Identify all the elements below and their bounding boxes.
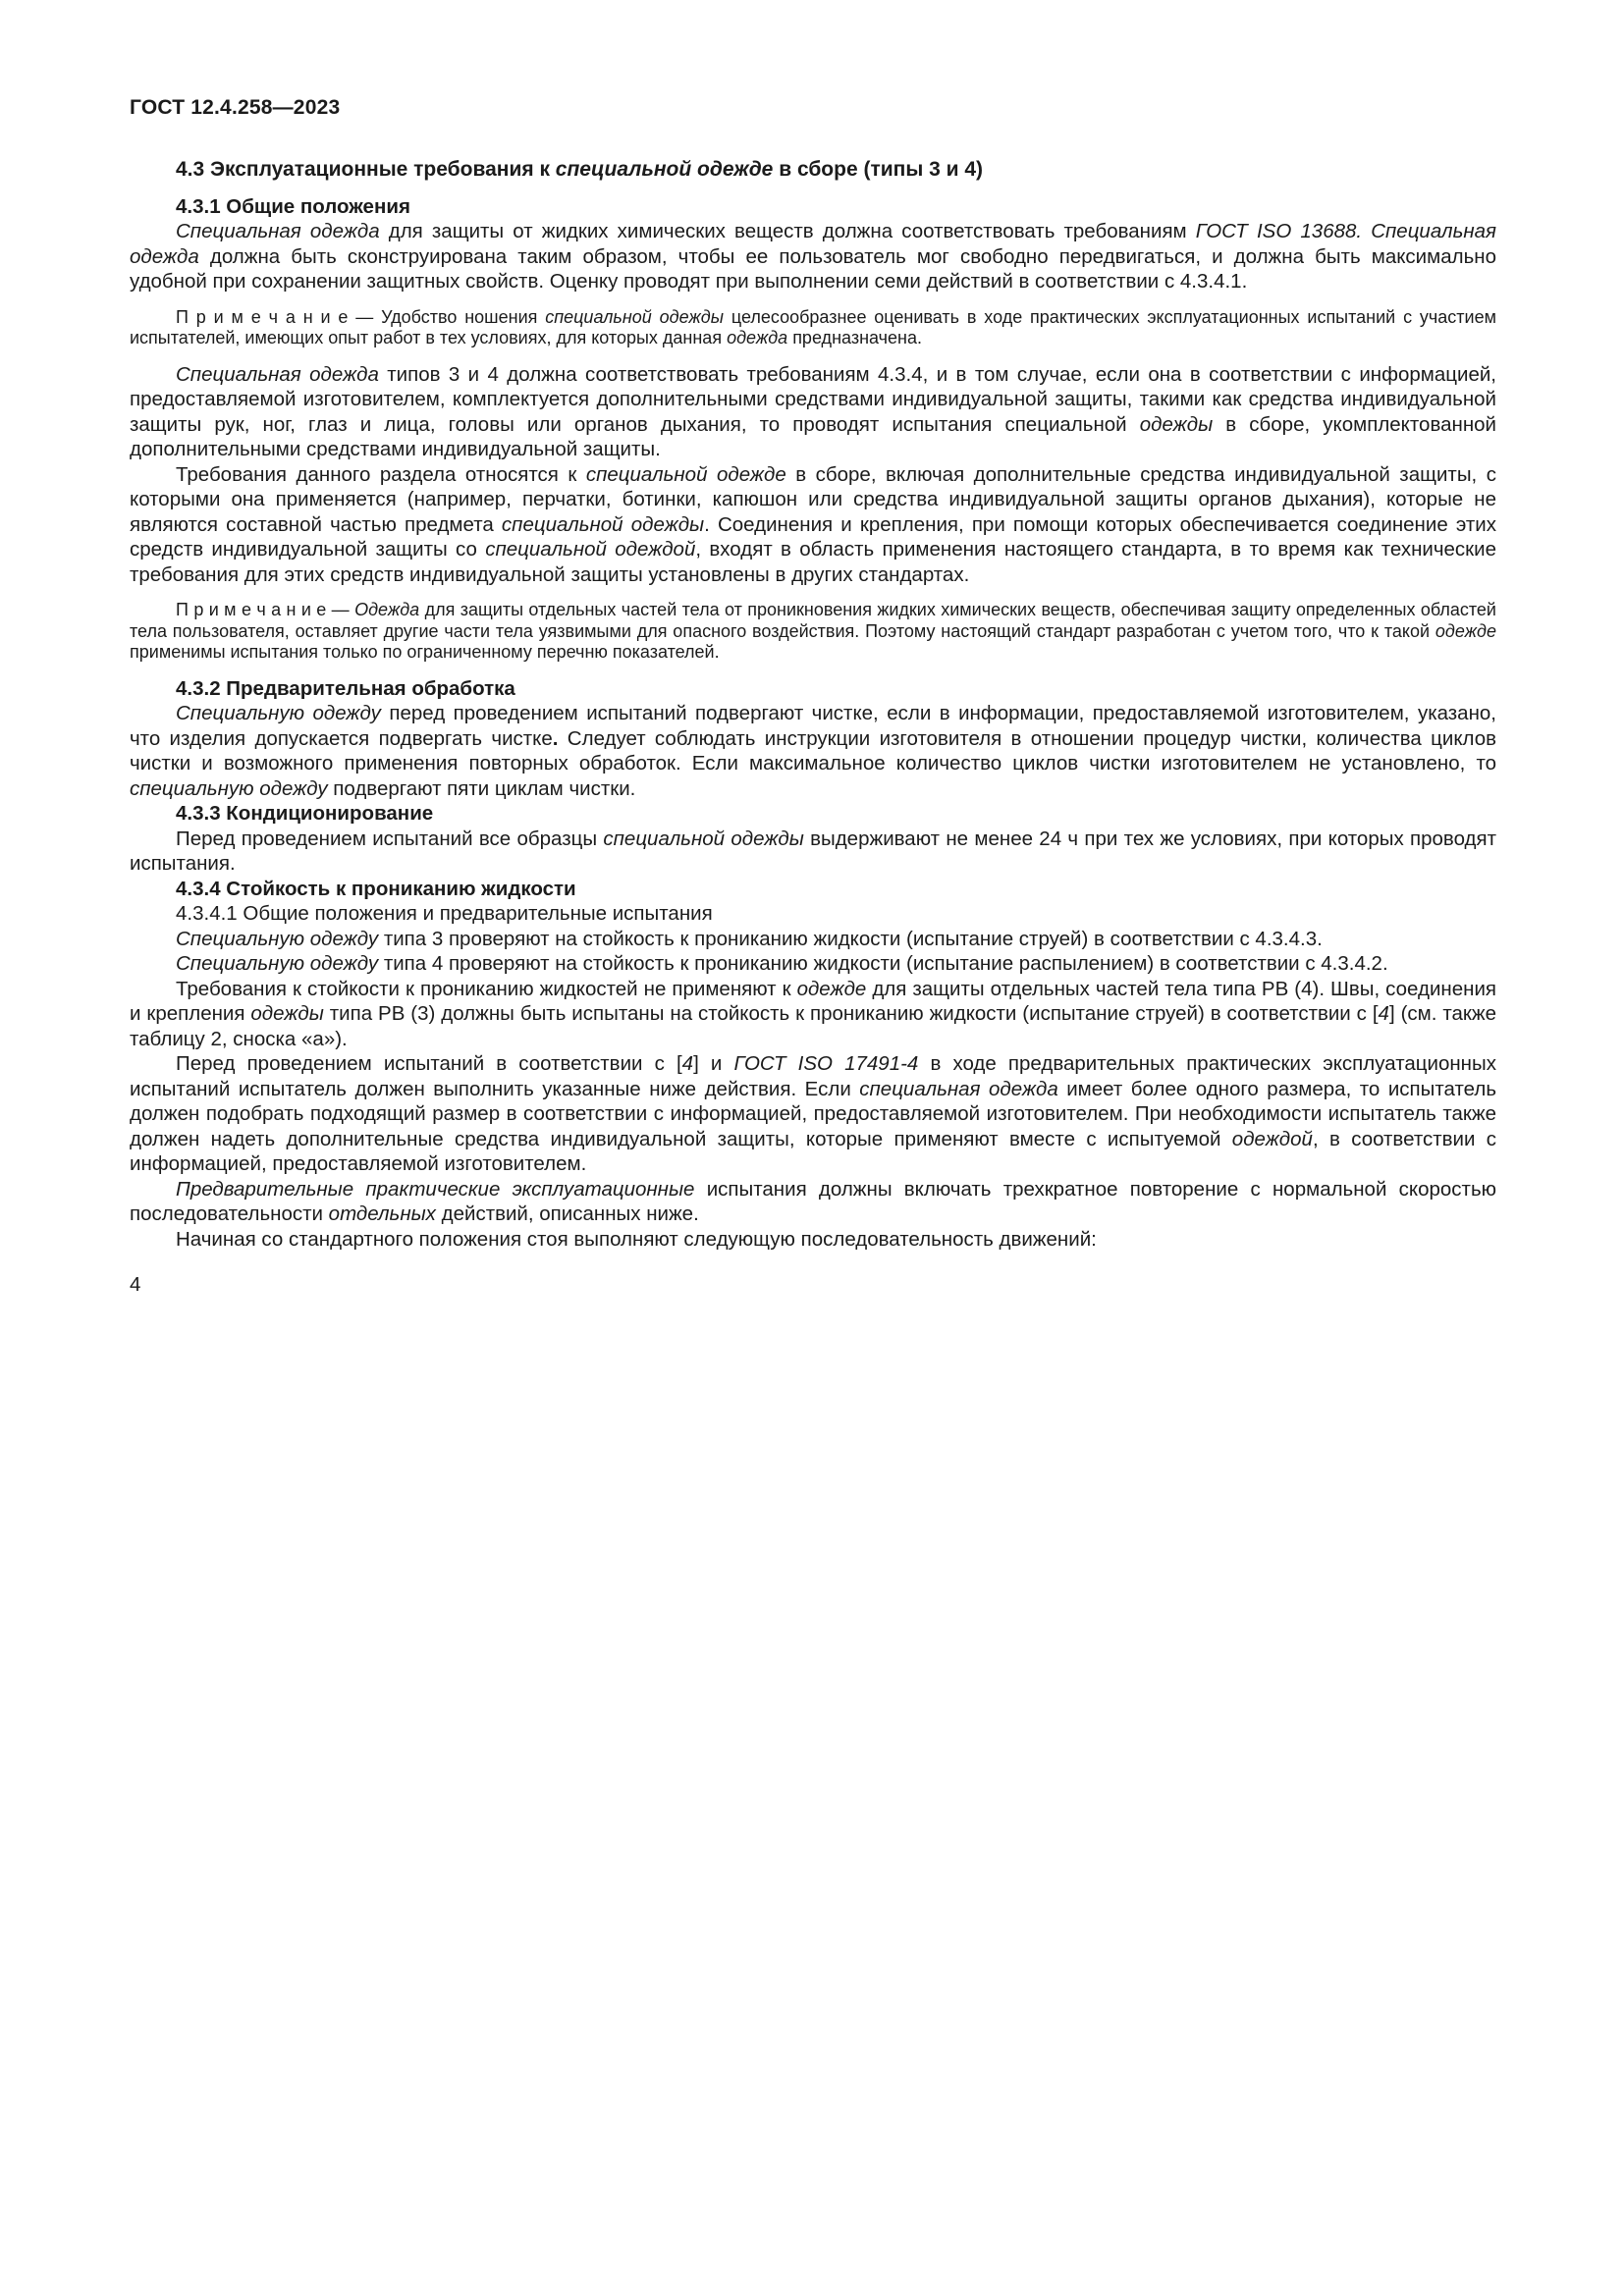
- text-run: Специальная одежда: [176, 362, 379, 386]
- heading-4-3: [130, 157, 1496, 183]
- text-run: специальной одеждой: [485, 538, 696, 561]
- text-run: 4.3.4.1 Общие положения и предварительные испытания: [176, 902, 713, 925]
- text-run: одежде: [796, 977, 867, 1000]
- text-run: действий, описанных ниже.: [435, 1202, 699, 1225]
- text-run: Перед проведением испытаний все образцы: [176, 827, 604, 850]
- paragraph: [130, 362, 1496, 462]
- text-run: Одежда: [354, 600, 420, 619]
- text-run: Специальную одежду: [176, 927, 379, 950]
- page-number: 4: [130, 1273, 141, 1296]
- text-run: одежды: [1139, 412, 1214, 436]
- text-run: Специальная одежда: [176, 220, 380, 242]
- text-run: специальной одежды: [603, 827, 804, 850]
- paragraph: [130, 701, 1496, 801]
- heading-4-3-3: [130, 801, 1496, 827]
- paragraph: [130, 1177, 1496, 1227]
- text-run: имеет более одного размера, то испытатель должен подобрать подходящий размер в соответствии с информацией, предоставляемой изготовителем. При необходимости испытатель также должен надеть дополнительные средства индивидуальной защиты, которые применяют вместе с испытуемой: [130, 1077, 1496, 1150]
- text-run: специальной одежде: [555, 158, 774, 181]
- text-run: 4: [681, 1052, 694, 1075]
- heading-4-3-2: [130, 676, 1496, 702]
- text-run: целесообразнее оценивать в ходе практических эксплуатационных испытаний с участием испытателей, имеющих опыт работ в тех условиях, для которых данная: [130, 306, 1496, 347]
- text-run: 4.3.3 Кондиционирование: [176, 802, 434, 825]
- heading-4-3-4-1: [130, 901, 1496, 927]
- paragraph: [130, 927, 1496, 952]
- text-run: одеждой: [1231, 1127, 1313, 1150]
- text-run: для защиты от жидких химических веществ должна соответствовать требованиям: [379, 220, 1196, 242]
- text-run: типа РВ (3) должны быть испытаны на стойкость к прониканию жидкости (испытание струей) в соответствии с [: [323, 1002, 1379, 1025]
- text-run: Следует соблюдать инструкции изготовителя в отношении процедур чистки, количества циклов чистки и возможного применения повторных обработок. Если максимальное количество циклов чистки изготовителем не установлено, то: [130, 726, 1497, 774]
- text-run: П р и м е ч а н и е — Удобство ношения: [176, 306, 546, 327]
- text-run: Требования к стойкости к прониканию жидкостей не применяют к: [176, 977, 797, 1000]
- document-body: [130, 157, 1496, 1252]
- text-run: ] и: [693, 1052, 734, 1075]
- note: [130, 600, 1496, 664]
- text-run: специальную одежду: [130, 776, 328, 800]
- paragraph: [130, 1227, 1496, 1253]
- text-run: для защиты отдельных частей тела типа РВ (4). Швы, соединения и крепления: [130, 977, 1496, 1025]
- text-run: одежда: [727, 328, 788, 347]
- text-run: ГОСТ ISO 13688. Специальная одежда: [130, 220, 1496, 268]
- text-run: типа 3 проверяют на стойкость к прониканию жидкости (испытание струей) в соответствии с 4.3.4.3.: [378, 927, 1323, 950]
- text-run: Начиная со стандартного положения стоя выполняют следующую последовательность движений:: [176, 1227, 1097, 1251]
- paragraph: [130, 219, 1496, 294]
- text-run: . Соединения и крепления, при помощи которых обеспечивается соединение этих средств индивидуальной защиты со: [130, 512, 1496, 561]
- text-run: в сборе, укомплектованной дополнительными средствами индивидуальной защиты.: [130, 412, 1496, 460]
- text-run: в сборе, включая дополнительные средства индивидуальной защиты, с которыми она применяется (например, перчатки, ботинки, капюшон или средства индивидуальной защиты органов дыхания), которые не являются составной частью предмета: [130, 462, 1496, 536]
- text-run: .: [552, 726, 559, 750]
- text-run: отдельных: [328, 1202, 436, 1225]
- text-run: подвергают пяти циклам чистки.: [327, 776, 636, 800]
- paragraph: [130, 951, 1496, 977]
- text-run: для защиты отдельных частей тела от проникновения жидких химических веществ, обеспечивая защиту определенных областей тела пользователя, оставляет другие части тела уязвимыми для опасного воздействия. Поэтому настоящий стандарт разработан с учетом того, что к такой: [130, 600, 1496, 641]
- text-run: , в соответствии с информацией, предоставляемой изготовителем.: [130, 1127, 1496, 1175]
- text-run: выдерживают не менее 24 ч при тех же условиях, при которых проводят испытания.: [130, 827, 1496, 875]
- text-run: специальной одежды: [545, 306, 724, 327]
- text-run: 4.3 Эксплуатационные требования к: [176, 158, 556, 181]
- text-run: Специальную одежду: [176, 952, 379, 975]
- text-run: 4.3.2 Предварительная обработка: [176, 676, 515, 700]
- paragraph: [130, 462, 1496, 588]
- paragraph: [130, 977, 1496, 1052]
- text-run: ] (см. также таблицу 2, сноска «а»).: [130, 1002, 1496, 1050]
- text-run: Перед проведением испытаний в соответствии с [: [176, 1052, 682, 1075]
- text-run: одежды: [250, 1002, 324, 1025]
- text-run: Требования данного раздела относятся к: [176, 462, 586, 486]
- text-run: одежде: [1435, 620, 1496, 641]
- paragraph: [130, 827, 1496, 877]
- note: [130, 307, 1496, 349]
- text-run: в сборе (типы 3 и 4): [773, 158, 984, 181]
- text-run: должна быть сконструирована таким образом, чтобы ее пользователь мог свободно передвигаться, и должна быть максимально удобной при сохранении защитных свойств. Оценку проводят при выполнении семи действий в соответствии с 4.3.4.1.: [130, 244, 1496, 293]
- paragraph: [130, 1051, 1496, 1177]
- text-run: 4: [1378, 1002, 1389, 1025]
- running-header: ГОСТ 12.4.258—2023: [130, 96, 341, 119]
- heading-4-3-1: [130, 194, 1496, 220]
- text-run: специальная одежда: [859, 1077, 1058, 1100]
- text-run: 4.3.1 Общие положения: [176, 194, 410, 218]
- text-run: , входят в область применения настоящего стандарта, в то время как технические требования для этих средств индивидуальной защиты установлены в других стандартах.: [130, 538, 1496, 586]
- text-run: ГОСТ ISO 17491-4: [733, 1052, 919, 1075]
- text-run: специальной одежде: [585, 462, 786, 486]
- text-run: в ходе предварительных практических эксплуатационных испытаний испытатель должен выполнить указанные ниже действия. Если: [130, 1052, 1496, 1100]
- text-run: 4.3.4 Стойкость к прониканию жидкости: [176, 877, 576, 900]
- text-run: типа 4 проверяют на стойкость к прониканию жидкости (испытание распылением) в соответствии с 4.3.4.2.: [378, 952, 1388, 975]
- text-run: типов 3 и 4 должна соответствовать требованиям 4.3.4, и в том случае, если она в соответствии с информацией, предоставляемой изготовителем, комплектуется дополнительными средствами индивидуальной защиты, такими как средства индивидуальной защиты рук, ног, глаз и лица, головы или органов дыхания, то проводят испытания специальной: [130, 362, 1496, 436]
- heading-4-3-4: [130, 877, 1496, 902]
- text-run: применимы испытания только по ограниченному перечню показателей.: [130, 642, 720, 662]
- text-run: предназначена.: [787, 328, 922, 347]
- text-run: испытания должны включать трехкратное повторение с нормальной скоростью последовательности: [130, 1177, 1497, 1225]
- text-run: Специальную одежду: [176, 702, 381, 724]
- text-run: перед проведением испытаний подвергают чистке, если в информации, предоставляемой изготовителем, указано, что изделия допускается подвергать чистке: [130, 702, 1497, 750]
- text-run: Предварительные практические эксплуатационные: [176, 1177, 695, 1201]
- text-run: специальной одежды: [501, 512, 705, 536]
- text-run: П р и м е ч а н и е —: [176, 600, 355, 619]
